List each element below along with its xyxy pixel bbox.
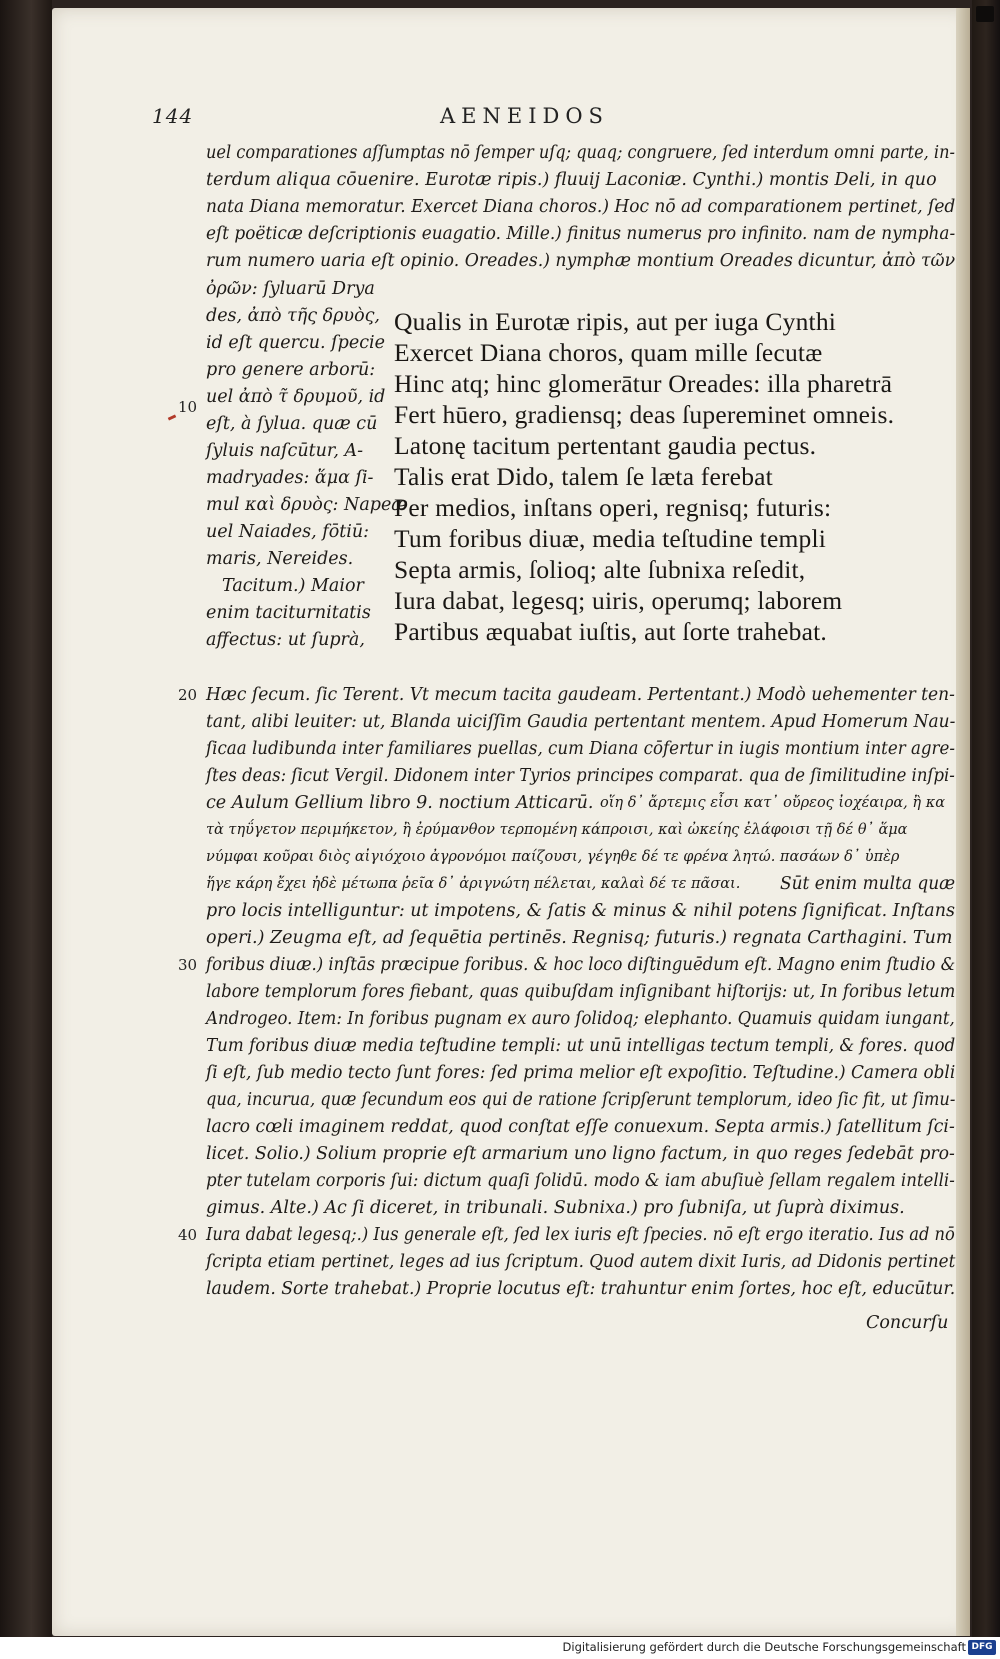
- greek-quote-line: ἥγε κάρη ἔχει ἠδὲ μέτωπα ῥεῖα δ᾽ ἀριγνώτη πέλεται, καλαὶ δέ τε πᾶσαι.: [206, 876, 741, 892]
- commentary-line: rum numero uaria eſt opinio. Oreades.) nymphæ montium Oreades dicuntur, ἀπὸ τῶν: [206, 251, 956, 271]
- margin-line: uel ἀπὸ τ̃ δρυμοῦ, id: [206, 387, 386, 407]
- commentary-line: foribus diuæ.) inſtās præcipue foribus. & hoc loco diſtinguēdum eſt. Magno enim ſtudio &: [206, 955, 956, 975]
- commentary-line: ce Aulum Gellium libro 9. noctium Atticarū.: [206, 793, 594, 813]
- dfg-logo-icon: DFG: [968, 1640, 996, 1655]
- commentary-line: Hæc ſecum. ſic Terent. Vt mecum tacita gaudeam. Pertentant.) Modò uehementer ten-: [206, 685, 955, 705]
- margin-line: ὀρῶν: ſyluarū Drya: [206, 279, 375, 299]
- commentary-line: Iura dabat legesq;.) Ius generale eſt, ſed lex iuris eſt ſpecies. nō eſt ergo iteratio. Ius ad nō: [206, 1225, 955, 1245]
- verse-line: Qualis in Eurotæ ripis, aut per iuga Cynthi: [394, 307, 837, 336]
- verse-line: Septa armis, ſolioq; alte ſubnixa reſedit,: [394, 555, 806, 584]
- verse-line: Hinc atq; hinc glomerātur Oreades: illa pharetrā: [394, 369, 893, 398]
- commentary-line: ſcripta etiam pertinet, leges ad ius ſcriptum. Quod autem dixit Iuris, ad Didonis pertinet: [206, 1252, 956, 1272]
- commentary-line: labore templorum fores fiebant, quas quibuſdam inſignibant hiſtorijs: ut, In foribus letum: [206, 982, 956, 1002]
- margin-line: eſt, à ſylua. quæ cū: [206, 414, 378, 434]
- commentary-line: Sūt enim multa quæ: [780, 874, 956, 894]
- commentary-line: operi.) Zeugma eſt, ad ſequētia pertinēs. Regnisq; futuris.) regnata Carthagini. Tum: [206, 928, 953, 948]
- book-edge: [972, 0, 1000, 1659]
- margin-line: pro genere arborū:: [206, 360, 376, 380]
- margin-line: ſyluis naſcūtur, A-: [206, 441, 364, 461]
- commentary-line: terdum aliqua cōuenire. Eurotæ ripis.) fluuij Laconiæ. Cynthi.) montis Deli, in quo: [206, 170, 937, 190]
- digitization-footer: [0, 1637, 1000, 1659]
- commentary-line: gimus. Alte.) Ac ſi diceret, in tribunali. Subnixa.) pro ſubniſa, ut ſuprà diximus.: [206, 1198, 905, 1218]
- verse-line: Iura dabat, legesq; uiris, operumq; laborem: [394, 586, 843, 615]
- book-spine: [0, 0, 52, 1659]
- margin-line: maris, Nereides.: [206, 549, 354, 569]
- bookmark-tab: [976, 6, 994, 22]
- verse-line: Exercet Diana choros, quam mille ſecutæ: [394, 338, 823, 367]
- commentary-line: ſicaa ludibunda inter familiares puellas, cum Diana cōfertur in iugis montium inter agre-: [206, 739, 955, 759]
- commentary-line: nata Diana memoratur. Exercet Diana choros.) Hoc nō ad comparationem pertinet, ſed: [206, 197, 956, 217]
- verse-line: Talis erat Dido, talem ſe læta ferebat: [394, 462, 773, 491]
- margin-line: Tacitum.) Maior: [222, 576, 364, 596]
- verse-line: Fert hūero, gradiensq; deas ſupereminet omneis.: [394, 400, 895, 429]
- greek-quote-line: νύμφαι κοῦραι διὸς αἰγιόχοιο ἀγρονόμοι παίζουσι, γέγηθε δέ τε φρένα λητώ. πασάων δ᾽ ὑπὲρ: [206, 849, 900, 865]
- greek-quote-line: οἵη δ᾽ ἄρτεμις εἶσι κατ᾽ οὔρεος ἰοχέαιρα, ἢ κα: [600, 795, 945, 811]
- margin-line: madryades: ἅμα ſi-: [206, 468, 374, 488]
- commentary-line: ſi eſt, ſub medio tecto ſunt fores: ſed prima melior eſt expoſitio. Teſtudine.) Camera obli: [206, 1063, 956, 1083]
- commentary-line: tant, alibi leuiter: ut, Blanda uiciſſim Gaudia pertentant mentem. Apud Homerum Nau-: [206, 712, 956, 732]
- line-number: 10: [178, 398, 198, 416]
- commentary-line: uel comparationes aſſumptas nō ſemper uſq; quaq; congruere, ſed interdum omni parte, in-: [206, 143, 955, 163]
- margin-line: affectus: ut ſuprà,: [206, 630, 365, 650]
- margin-line: enim taciturnitatis: [206, 603, 371, 623]
- line-number: 20: [178, 686, 198, 704]
- commentary-line: licet. Solio.) Solium proprie eſt armarium uno ligno factum, in quo reges ſedebāt pro-: [206, 1144, 955, 1164]
- line-number: 40: [178, 1226, 198, 1244]
- verse-line: Partibus æquabat iuſtis, aut ſorte trahebat.: [394, 617, 827, 646]
- commentary-line: lacro cœli imaginem reddat, quod conſtat eſſe conuexum. Septa armis.) ſatellitum ſci-: [206, 1117, 955, 1137]
- commentary-line: pter tutelam corporis ſui: dictum quaſi ſolidū. modo & iam abuſiuè ſellam regalem intelli-: [206, 1171, 955, 1191]
- commentary-line: ſtes deas: ſicut Vergil. Didonem inter Tyrios principes comparat. qua de ſimilitudine inſpi-: [206, 766, 955, 786]
- verse-line: Latonę tacitum pertentant gaudia pectus.: [394, 431, 817, 460]
- funding-notice: Digitalisierung gefördert durch die Deutsche Forschungsgemeinschaft: [562, 1640, 966, 1654]
- verse-line: Tum foribus diuæ, media teſtudine templi: [394, 524, 827, 553]
- commentary-line: qua, incurua, quæ ſecundum eos qui de ratione ſcripſerunt templorum, ideo ſic fit, ut ſimu-: [206, 1090, 956, 1110]
- page-number: 144: [152, 104, 194, 128]
- page-header: [152, 104, 952, 132]
- commentary-line: Tum foribus diuæ media teſtudine templi: ut unū intelligas tectum templi, & fores. quod: [206, 1036, 956, 1056]
- commentary-line: eſt poëticæ deſcriptionis euagatio. Mille.) finitus numerus pro infinito. nam de nympha-: [206, 224, 956, 244]
- page-edge-shadow: [956, 8, 970, 1636]
- margin-line: des, ἀπὸ τῆς δρυὸς,: [206, 306, 380, 326]
- margin-line: uel Naiades, fōtiū:: [206, 522, 370, 542]
- commentary-line: pro locis intelliguntur: ut impotens, & ſatis & minus & nihil potens ſignificat. Inſtans: [206, 901, 955, 921]
- margin-line: mul καὶ δρυὸς: Napeæ: [206, 495, 408, 515]
- greek-quote-line: τὰ τηΰγετον περιμήκετον, ἢ ἐρύμανθον τερπομένη κάπροισι, καὶ ὠκείης ἐλάφοισι τῇ δέ θ᾽ ἅμα: [206, 822, 908, 838]
- verse-line: Per medios, inſtans operi, regnisq; futuris:: [394, 493, 832, 522]
- commentary-line: laudem. Sorte trahebat.) Proprie locutus eſt: trahuntur enim ſortes, hoc eſt, educūtur.: [206, 1279, 956, 1299]
- line-number: 30: [178, 956, 198, 974]
- margin-line: id eſt quercu. ſpecie: [206, 333, 385, 353]
- commentary-line: Androgeo. Item: In foribus pugnam ex auro ſolidoq; elephanto. Quamuis quidam iungant,: [206, 1009, 955, 1029]
- catchword: Concurſu: [866, 1313, 949, 1333]
- running-title: AENEIDOS: [440, 104, 609, 128]
